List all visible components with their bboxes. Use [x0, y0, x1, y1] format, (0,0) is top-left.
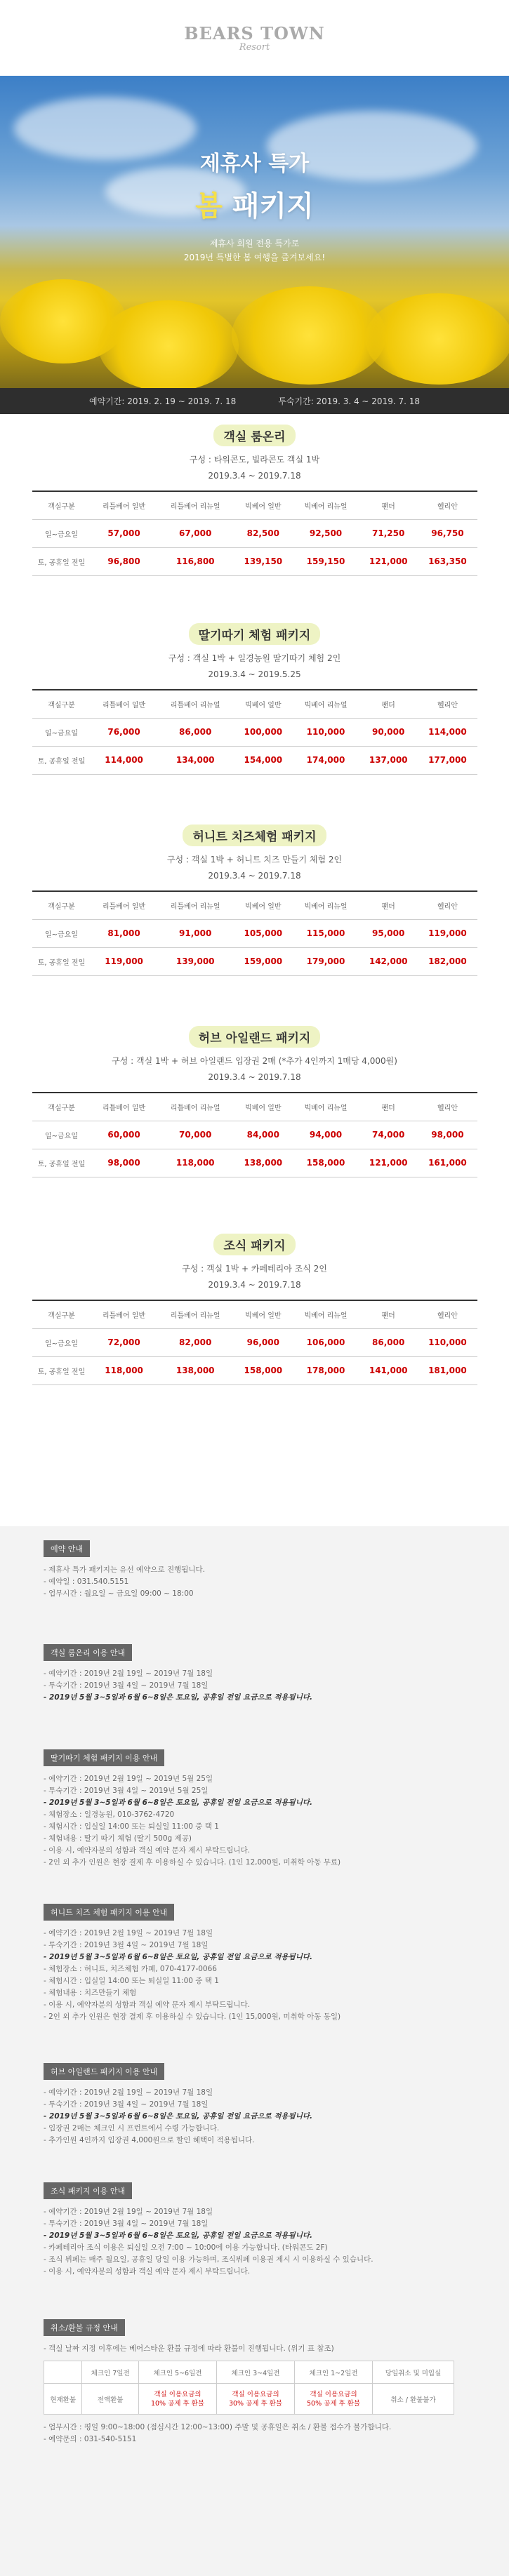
note-line: - 투숙기간 : 2019년 3월 4일 ~ 2019년 7월 18일	[44, 2220, 209, 2228]
price-cell: 98,000	[418, 1121, 477, 1149]
price-cell: 139,150	[234, 547, 293, 575]
price-cell: 118,000	[91, 1356, 157, 1384]
price-header: 헬리안	[418, 1093, 477, 1121]
refund-cell-line: 50% 공제 후 환불	[307, 2399, 361, 2408]
price-header: 팬더	[359, 1300, 418, 1328]
price-header: 리틀베어 리뉴얼	[157, 1300, 234, 1328]
refund-cell	[82, 2384, 139, 2415]
package-section	[0, 623, 509, 775]
price-header: 헬리안	[418, 690, 477, 718]
price-cell: 121,000	[359, 547, 418, 575]
row-label: 토, 공휴일 전일	[32, 1149, 91, 1177]
price-cell: 177,000	[418, 746, 477, 774]
refund-heading: 취소/환불 규정 안내	[44, 2319, 125, 2336]
price-cell: 86,000	[359, 1328, 418, 1356]
refund-header: 체크인 5~6일전	[138, 2361, 216, 2384]
note-heading: 허브 아일랜드 패키지 이용 안내	[44, 2063, 164, 2080]
price-cell: 96,800	[91, 547, 157, 575]
price-cell: 182,000	[418, 947, 477, 975]
package-composition: 구성 : 객실 1박 + 허니트 치즈 만들기 체험 2인	[166, 855, 343, 865]
price-cell: 159,000	[234, 947, 293, 975]
note-line: - 입장권 2매는 체크인 시 프런트에서 수령 가능합니다.	[44, 2124, 220, 2133]
price-header: 리틀베어 일반	[91, 891, 157, 919]
package-section	[0, 825, 509, 976]
note-line: - 예약기간 : 2019년 2월 19일 ~ 2019년 7월 18일	[44, 1929, 213, 1937]
price-header: 객실구분	[32, 690, 91, 718]
price-header: 리틀베어 리뉴얼	[157, 1093, 234, 1121]
note-block	[44, 1904, 465, 2023]
row-label: 토, 공휴일 전일	[32, 746, 91, 774]
price-header: 헬리안	[418, 1300, 477, 1328]
hero-title	[0, 184, 509, 224]
notes-section	[0, 1526, 509, 2576]
price-cell: 110,000	[293, 718, 359, 746]
table-row	[32, 1328, 477, 1356]
note-line: - 업무시간 : 월요일 ~ 금요일 09:00 ~ 18:00	[44, 1589, 194, 1598]
price-header: 빅베어 일반	[234, 690, 293, 718]
price-header: 팬더	[359, 491, 418, 519]
refund-header: 체크인 7일전	[82, 2361, 139, 2384]
note-heading: 허니트 치즈 체험 패키지 이용 안내	[44, 1904, 174, 1921]
price-table	[32, 1300, 477, 1385]
price-cell: 138,000	[157, 1356, 234, 1384]
price-cell: 154,000	[234, 746, 293, 774]
price-header: 객실구분	[32, 1093, 91, 1121]
price-header: 빅베어 리뉴얼	[293, 1093, 359, 1121]
price-cell: 96,750	[418, 519, 477, 547]
note-line: - 예약일 : 031.540.5151	[44, 1577, 129, 1586]
price-header: 객실구분	[32, 891, 91, 919]
package-date: 2019.3.4 ~ 2019.7.18	[208, 871, 301, 881]
price-cell: 67,000	[157, 519, 234, 547]
package-section	[0, 425, 509, 576]
price-cell: 60,000	[91, 1121, 157, 1149]
stay-period: 투숙기간: 2019. 3. 4 ~ 2019. 7. 18	[278, 396, 420, 406]
hero-title-accent: 봄	[195, 190, 223, 222]
note-line: - 체험내용 : 치즈만들기 체험	[44, 1989, 137, 1997]
note-line: - 예약기간 : 2019년 2월 19일 ~ 2019년 7월 18일	[44, 1669, 213, 1678]
note-line: - 조식 뷔페는 매주 월요일, 공휴일 당일 이용 가능하며, 조식뷔페 이용권 제시 시 이용하실 수 있습니다.	[44, 2255, 374, 2264]
hero-desc-2: 2019년 특별한 봄 여행을 즐겨보세요!	[183, 253, 326, 263]
row-label: 일~금요일	[32, 919, 91, 947]
note-line: - 2019년 5월 3~5일과 6월 6~8일은 토요일, 공휴일 전일 요금으로 적용됩니다.	[44, 1693, 312, 1702]
price-cell: 95,000	[359, 919, 418, 947]
price-cell: 161,000	[418, 1149, 477, 1177]
price-cell: 82,000	[157, 1328, 234, 1356]
table-row	[32, 947, 477, 975]
price-header: 팬더	[359, 1093, 418, 1121]
price-header: 빅베어 리뉴얼	[293, 1300, 359, 1328]
price-cell: 139,000	[157, 947, 234, 975]
note-line: - 체험시간 : 입실일 14:00 또는 퇴실일 11:00 중 택 1	[44, 1822, 219, 1831]
logo[interactable]: BEARS TOWN	[184, 23, 325, 44]
note-line: - 추가인원 4인까지 입장권 4,000원으로 할인 혜택이 적용됩니다.	[44, 2136, 255, 2144]
refund-intro: - 객실 날짜 지정 이후에는 베어스타운 환불 규정에 따라 환불이 진행됩니다. (위기 표 참조)	[44, 2344, 334, 2353]
package-date: 2019.3.4 ~ 2019.7.18	[208, 471, 301, 481]
hero-desc-1: 제휴사 회원 전용 특가로	[209, 239, 300, 248]
price-cell: 71,250	[359, 519, 418, 547]
note-line: - 투숙기간 : 2019년 3월 4일 ~ 2019년 7월 18일	[44, 1941, 209, 1949]
price-header: 빅베어 리뉴얼	[293, 690, 359, 718]
package-date: 2019.3.4 ~ 2019.7.18	[208, 1072, 301, 1082]
price-cell: 137,000	[359, 746, 418, 774]
table-row	[32, 1149, 477, 1177]
price-table	[32, 1092, 477, 1177]
note-heading: 예약 안내	[44, 1540, 90, 1557]
package-title: 딸기따기 체험 패키지	[189, 623, 321, 645]
refund-cell	[138, 2384, 216, 2415]
price-cell: 174,000	[293, 746, 359, 774]
price-cell: 57,000	[91, 519, 157, 547]
price-cell: 100,000	[234, 718, 293, 746]
price-cell: 119,000	[418, 919, 477, 947]
row-label: 토, 공휴일 전일	[32, 1356, 91, 1384]
price-cell: 163,350	[418, 547, 477, 575]
price-cell: 90,000	[359, 718, 418, 746]
price-header: 팬더	[359, 891, 418, 919]
price-cell: 141,000	[359, 1356, 418, 1384]
note-line: - 체험장소 : 일경농원, 010-3762-4720	[44, 1810, 175, 1819]
note-line: - 2인 외 추가 인원은 현장 결제 후 이용하실 수 있습니다. (1인 12,000원, 미취학 아동 무료)	[44, 1858, 341, 1867]
price-cell: 134,000	[157, 746, 234, 774]
site-header	[0, 0, 509, 76]
note-line: - 카페테리아 조식 이용은 퇴실일 오전 7:00 ~ 10:00에 이용 가능합니다. (타워콘도 2F)	[44, 2243, 328, 2252]
note-block	[44, 2182, 465, 2278]
note-line: - 제휴사 특가 패키지는 유선 예약으로 진행됩니다.	[44, 1566, 206, 1574]
price-cell: 98,000	[91, 1149, 157, 1177]
note-heading: 객실 룸온리 이용 안내	[44, 1644, 132, 1661]
note-line: - 이용 시, 예약자분의 성함과 객실 예약 문자 제시 부탁드립니다.	[44, 2001, 251, 2009]
package-composition: 구성 : 객실 1박 + 허브 아일랜드 입장권 2매 (*추가 4인까지 1매당 4,000원)	[112, 1056, 397, 1066]
package-title: 허브 아일랜드 패키지	[189, 1026, 321, 1048]
table-row	[44, 2384, 454, 2415]
price-cell: 181,000	[418, 1356, 477, 1384]
price-cell: 159,150	[293, 547, 359, 575]
price-cell: 72,000	[91, 1328, 157, 1356]
price-cell: 110,000	[418, 1328, 477, 1356]
period-bar	[0, 388, 509, 414]
refund-cell-line: 객실 이용요금의	[154, 2390, 201, 2398]
refund-footer-hours: - 업무시간 : 평일 9:00~18:00 (점심시간 12:00~13:00) 주말 및 공휴일은 취소 / 환불 접수가 불가합니다.	[44, 2423, 392, 2431]
price-cell: 115,000	[293, 919, 359, 947]
refund-cell	[216, 2384, 294, 2415]
price-cell: 178,000	[293, 1356, 359, 1384]
price-cell: 70,000	[157, 1121, 234, 1149]
note-line: - 이용 시, 예약자분의 성함과 객실 예약 문자 제시 부탁드립니다.	[44, 2267, 251, 2276]
price-cell: 114,000	[91, 746, 157, 774]
price-cell: 92,500	[293, 519, 359, 547]
package-title: 허니트 치즈체험 패키지	[183, 825, 326, 846]
price-header: 리틀베어 리뉴얼	[157, 491, 234, 519]
price-cell: 114,000	[418, 718, 477, 746]
price-cell: 91,000	[157, 919, 234, 947]
note-line: - 2019년 5월 3~5일과 6월 6~8일은 토요일, 공휴일 전일 요금으로 적용됩니다.	[44, 2231, 312, 2240]
package-title: 객실 룸온리	[213, 425, 295, 446]
note-line: - 2019년 5월 3~5일과 6월 6~8일은 토요일, 공휴일 전일 요금으로 적용됩니다.	[44, 1953, 312, 1961]
price-cell: 138,000	[234, 1149, 293, 1177]
refund-cell-line: 30% 공제 후 환불	[228, 2399, 283, 2408]
note-heading: 조식 패키지 이용 안내	[44, 2182, 132, 2199]
package-section	[0, 1234, 509, 1385]
refund-block	[44, 2319, 465, 2445]
refund-footer-contact: - 예약문의 : 031-540-5151	[44, 2435, 137, 2443]
price-cell: 84,000	[234, 1121, 293, 1149]
row-label: 일~금요일	[32, 718, 91, 746]
price-header: 빅베어 일반	[234, 1093, 293, 1121]
note-line: - 투숙기간 : 2019년 3월 4일 ~ 2019년 5월 25일	[44, 1787, 209, 1795]
package-title: 조식 패키지	[213, 1234, 295, 1255]
logo-sub: Resort	[239, 42, 270, 53]
note-block	[44, 2063, 465, 2147]
price-header: 리틀베어 일반	[91, 1300, 157, 1328]
package-composition: 구성 : 객실 1박 + 일경농원 딸기따기 체험 2인	[168, 653, 341, 663]
package-composition: 구성 : 타워콘도, 빌라콘도 객실 1박	[189, 455, 320, 465]
price-cell: 118,000	[157, 1149, 234, 1177]
price-cell: 74,000	[359, 1121, 418, 1149]
table-row	[32, 919, 477, 947]
price-header: 리틀베어 리뉴얼	[157, 891, 234, 919]
refund-row-label: 현재환불	[44, 2384, 82, 2415]
price-header: 빅베어 리뉴얼	[293, 491, 359, 519]
price-cell: 158,000	[234, 1356, 293, 1384]
price-cell: 105,000	[234, 919, 293, 947]
note-line: - 이용 시, 예약자분의 성함과 객실 예약 문자 제시 부탁드립니다.	[44, 1846, 251, 1855]
price-header: 빅베어 리뉴얼	[293, 891, 359, 919]
table-row	[32, 1121, 477, 1149]
note-line: - 투숙기간 : 2019년 3월 4일 ~ 2019년 7월 18일	[44, 1681, 209, 1690]
price-cell: 179,000	[293, 947, 359, 975]
note-line: - 예약기간 : 2019년 2월 19일 ~ 2019년 7월 18일	[44, 2088, 213, 2097]
refund-cell-line: 전액환불	[97, 2396, 124, 2404]
package-composition: 구성 : 객실 1박 + 카페테리아 조식 2인	[182, 1264, 327, 1274]
row-label: 일~금요일	[32, 1121, 91, 1149]
table-row	[32, 746, 477, 774]
price-cell: 82,500	[234, 519, 293, 547]
price-header: 리틀베어 일반	[91, 491, 157, 519]
price-cell: 121,000	[359, 1149, 418, 1177]
price-cell: 96,000	[234, 1328, 293, 1356]
note-line: - 체험내용 : 딸기 따기 체험 (딸기 500g 제공)	[44, 1834, 192, 1843]
price-table	[32, 890, 477, 976]
row-label: 일~금요일	[32, 519, 91, 547]
row-label: 토, 공휴일 전일	[32, 947, 91, 975]
package-date: 2019.3.4 ~ 2019.7.18	[208, 1280, 301, 1290]
price-header: 리틀베어 일반	[91, 690, 157, 718]
price-cell: 86,000	[157, 718, 234, 746]
table-row	[32, 519, 477, 547]
price-header: 객실구분	[32, 491, 91, 519]
package-date: 2019.3.4 ~ 2019.5.25	[208, 669, 301, 679]
price-header: 리틀베어 일반	[91, 1093, 157, 1121]
note-line: - 예약기간 : 2019년 2월 19일 ~ 2019년 5월 25일	[44, 1775, 213, 1783]
price-header: 헬리안	[418, 891, 477, 919]
package-section	[0, 1026, 509, 1177]
note-line: - 투숙기간 : 2019년 3월 4일 ~ 2019년 7월 18일	[44, 2100, 209, 2109]
note-line: - 2019년 5월 3~5일과 6월 6~8일은 토요일, 공휴일 전일 요금으로 적용됩니다.	[44, 1798, 312, 1807]
row-label: 일~금요일	[32, 1328, 91, 1356]
refund-cell	[295, 2384, 373, 2415]
price-header: 객실구분	[32, 1300, 91, 1328]
price-header: 빅베어 일반	[234, 1300, 293, 1328]
price-cell: 76,000	[91, 718, 157, 746]
table-row	[32, 718, 477, 746]
hero-title-rest: 패키지	[222, 190, 314, 222]
refund-table	[44, 2361, 454, 2415]
price-header: 헬리안	[418, 491, 477, 519]
price-cell: 158,000	[293, 1149, 359, 1177]
note-line: - 체험시간 : 입실일 14:00 또는 퇴실일 11:00 중 택 1	[44, 1977, 219, 1985]
refund-cell-line: 취소 / 환불불가	[390, 2396, 436, 2404]
refund-cell-line: 객실 이용요금의	[310, 2390, 357, 2398]
refund-header: 체크인 1~2일전	[295, 2361, 373, 2384]
price-header: 리틀베어 리뉴얼	[157, 690, 234, 718]
price-header: 빅베어 일반	[234, 891, 293, 919]
note-block	[44, 1749, 465, 1869]
refund-header: 당일취소 및 미입실	[373, 2361, 454, 2384]
note-line: - 2019년 5월 3~5일과 6월 6~8일은 토요일, 공휴일 전일 요금으로 적용됩니다.	[44, 2112, 312, 2121]
note-line: - 2인 외 추가 인원은 현장 결제 후 이용하실 수 있습니다. (1인 15,000원, 미취학 아동 동일)	[44, 2013, 341, 2021]
note-line: - 예약기간 : 2019년 2월 19일 ~ 2019년 7월 18일	[44, 2208, 213, 2216]
price-table	[32, 689, 477, 775]
price-cell: 94,000	[293, 1121, 359, 1149]
hero-banner	[0, 76, 509, 388]
refund-cell-line: 객실 이용요금의	[232, 2390, 279, 2398]
price-header: 빅베어 일반	[234, 491, 293, 519]
hero-subtitle: 제휴사 특가	[199, 152, 310, 176]
note-block	[44, 1644, 465, 1704]
table-row	[32, 547, 477, 575]
price-cell: 142,000	[359, 947, 418, 975]
price-header: 팬더	[359, 690, 418, 718]
price-cell: 116,800	[157, 547, 234, 575]
price-table	[32, 490, 477, 576]
refund-cell	[373, 2384, 454, 2415]
note-line: - 체험장소 : 허니트, 치즈체험 카페, 070-4177-0066	[44, 1965, 217, 1973]
table-row	[32, 1356, 477, 1384]
price-cell: 119,000	[91, 947, 157, 975]
refund-cell-line: 10% 공제 후 환불	[150, 2399, 204, 2408]
note-block	[44, 1540, 465, 1600]
booking-period: 예약기간: 2019. 2. 19 ~ 2019. 7. 18	[89, 396, 237, 406]
price-cell: 106,000	[293, 1328, 359, 1356]
refund-header: 체크인 3~4일전	[216, 2361, 294, 2384]
note-heading: 딸기따기 체험 패키지 이용 안내	[44, 1749, 164, 1766]
price-cell: 81,000	[91, 919, 157, 947]
row-label: 토, 공휴일 전일	[32, 547, 91, 575]
refund-corner	[44, 2361, 82, 2384]
